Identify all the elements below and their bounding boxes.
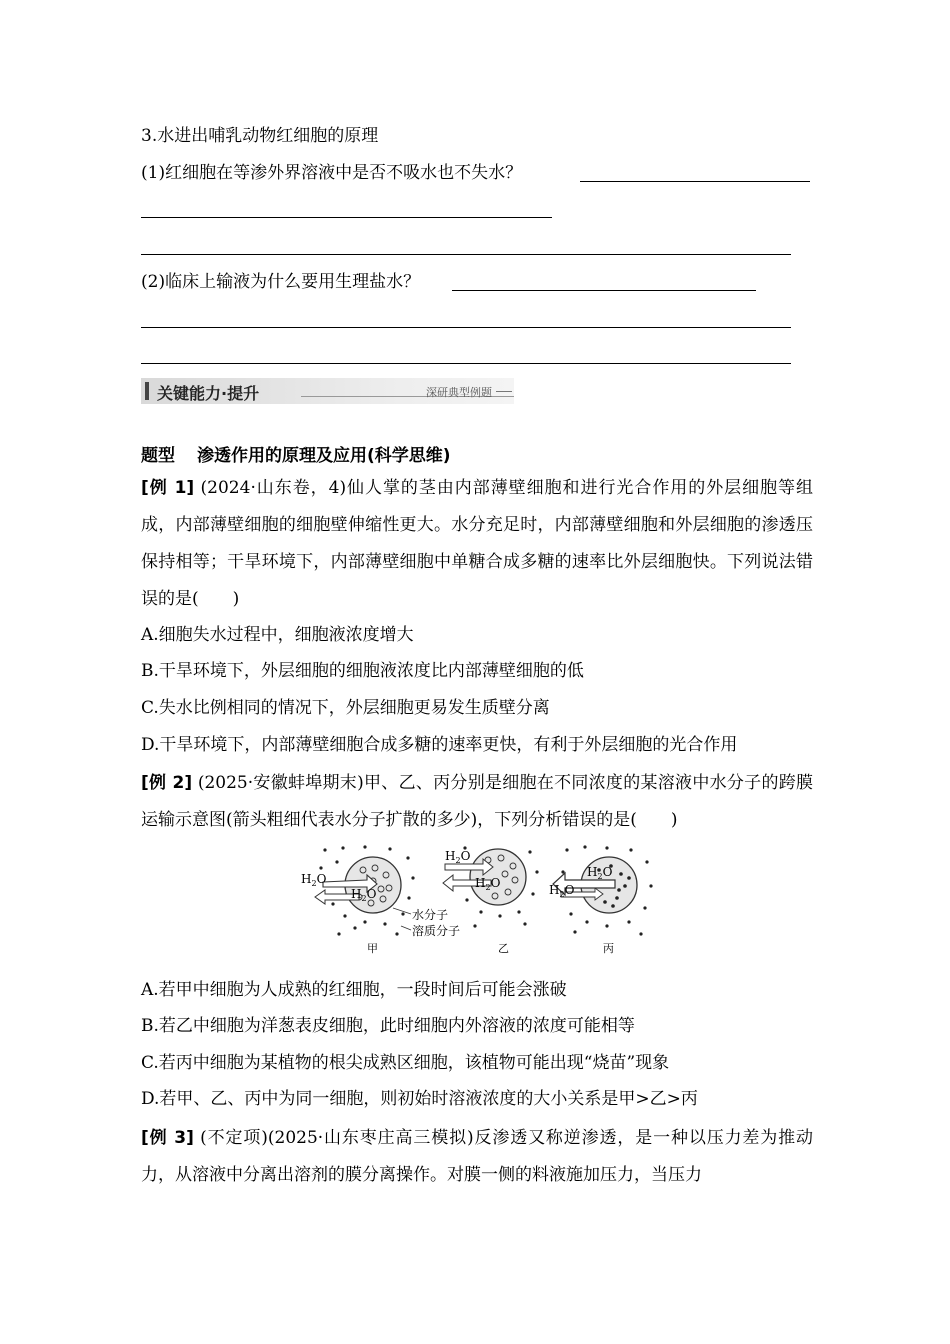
- topic-label: 题型: [141, 446, 175, 466]
- topic-title: 渗透作用的原理及应用(科学思维): [197, 446, 451, 466]
- example-2-stem: [141, 765, 813, 839]
- example-tag: [例 2]: [141, 773, 193, 793]
- answer-blank[interactable]: [141, 363, 791, 364]
- label-bing: 丙: [603, 942, 614, 955]
- example-1-stem: [141, 470, 813, 618]
- banner-bar: [145, 382, 149, 400]
- water-formula: $H_2O$: [549, 883, 575, 899]
- banner-tail: [496, 391, 512, 392]
- section-banner: [141, 378, 514, 404]
- question-2: (2)临床上输液为什么要用生理盐水？: [141, 272, 421, 292]
- option-c: C.若丙中细胞为某植物的根尖成熟区细胞，该植物可能出现“烧苗”现象: [141, 1053, 670, 1073]
- option-d: D.干旱环境下，内部薄壁细胞合成多糖的速率更快，有利于外层细胞的光合作用: [141, 735, 738, 755]
- example-source: (2025·安徽蚌埠期末): [197, 773, 364, 793]
- banner-subtitle: 深研典型例题: [426, 386, 492, 399]
- answer-blank[interactable]: [141, 254, 791, 255]
- cell-yi: [443, 846, 539, 955]
- topic-heading: [141, 441, 451, 466]
- example-tag: [例 1]: [141, 478, 195, 498]
- answer-blank[interactable]: [141, 327, 791, 328]
- answer-blank[interactable]: [580, 181, 810, 182]
- water-formula: $H_2O$: [445, 849, 471, 865]
- example-text: 仙人掌的茎由内部薄壁细胞和进行光合作用的外层细胞等组成，内部薄壁细胞的细胞壁伸缩性更大。水分充足时，内部薄壁细胞和外层细胞的渗透压保持相等；干旱环境下，内部薄壁细胞中单糖合成多糖的速率比外层细胞快。下列说法错误的是( ): [141, 478, 814, 609]
- water-formula: $H_2O$: [301, 872, 327, 888]
- legend-solute: 溶质分子: [412, 924, 461, 938]
- example-text: 反渗透又称逆渗透，是一种以压力差为推动力，从溶液中分离出溶剂的膜分离操作。对膜一侧的料液施加压力，当压力: [141, 1128, 814, 1185]
- example-tag: [例 3]: [141, 1128, 194, 1148]
- option-b: B.若乙中细胞为洋葱表皮细胞，此时细胞内外溶液的浓度可能相等: [141, 1016, 635, 1036]
- water-formula: $H_2O$: [587, 865, 613, 881]
- example-text: 甲、乙、丙分别是细胞在不同浓度的某溶液中水分子的跨膜运输示意图(箭头粗细代表水分子扩散的多少)，下列分析错误的是( ): [141, 773, 814, 830]
- banner-title: 关键能力·提升: [157, 384, 260, 403]
- figure-legend: [393, 907, 460, 938]
- cell-jia: [301, 845, 415, 955]
- section-heading: 3.水进出哺乳动物红细胞的原理: [141, 126, 379, 146]
- osmosis-figure: [295, 842, 675, 960]
- cell-bing: [549, 845, 653, 955]
- question-1: (1)红细胞在等渗外界溶液中是否不吸水也不失水？: [141, 163, 523, 183]
- option-c: C.失水比例相同的情况下，外层细胞更易发生质壁分离: [141, 698, 550, 718]
- answer-blank[interactable]: [452, 290, 756, 291]
- option-a: A.细胞失水过程中，细胞液浓度增大: [141, 625, 414, 645]
- label-yi: 乙: [498, 942, 509, 955]
- option-a: A.若甲中细胞为人成熟的红细胞，一段时间后可能会涨破: [141, 980, 567, 1000]
- water-formula: $H_2O$: [475, 876, 501, 892]
- option-b: B.干旱环境下，外层细胞的细胞液浓度比内部薄壁细胞的低: [141, 661, 584, 681]
- example-source: (2024·山东卷，4): [200, 478, 347, 498]
- legend-water: 水分子: [412, 908, 449, 922]
- example-source: (不定项)(2025·山东枣庄高三模拟): [200, 1128, 474, 1148]
- option-d: D.若甲、乙、丙中为同一细胞，则初始时溶液浓度的大小关系是甲>乙>丙: [141, 1089, 698, 1109]
- water-formula: $H_2O$: [351, 887, 377, 903]
- answer-blank[interactable]: [141, 217, 552, 218]
- example-3-stem: [141, 1120, 813, 1194]
- label-jia: 甲: [367, 942, 378, 955]
